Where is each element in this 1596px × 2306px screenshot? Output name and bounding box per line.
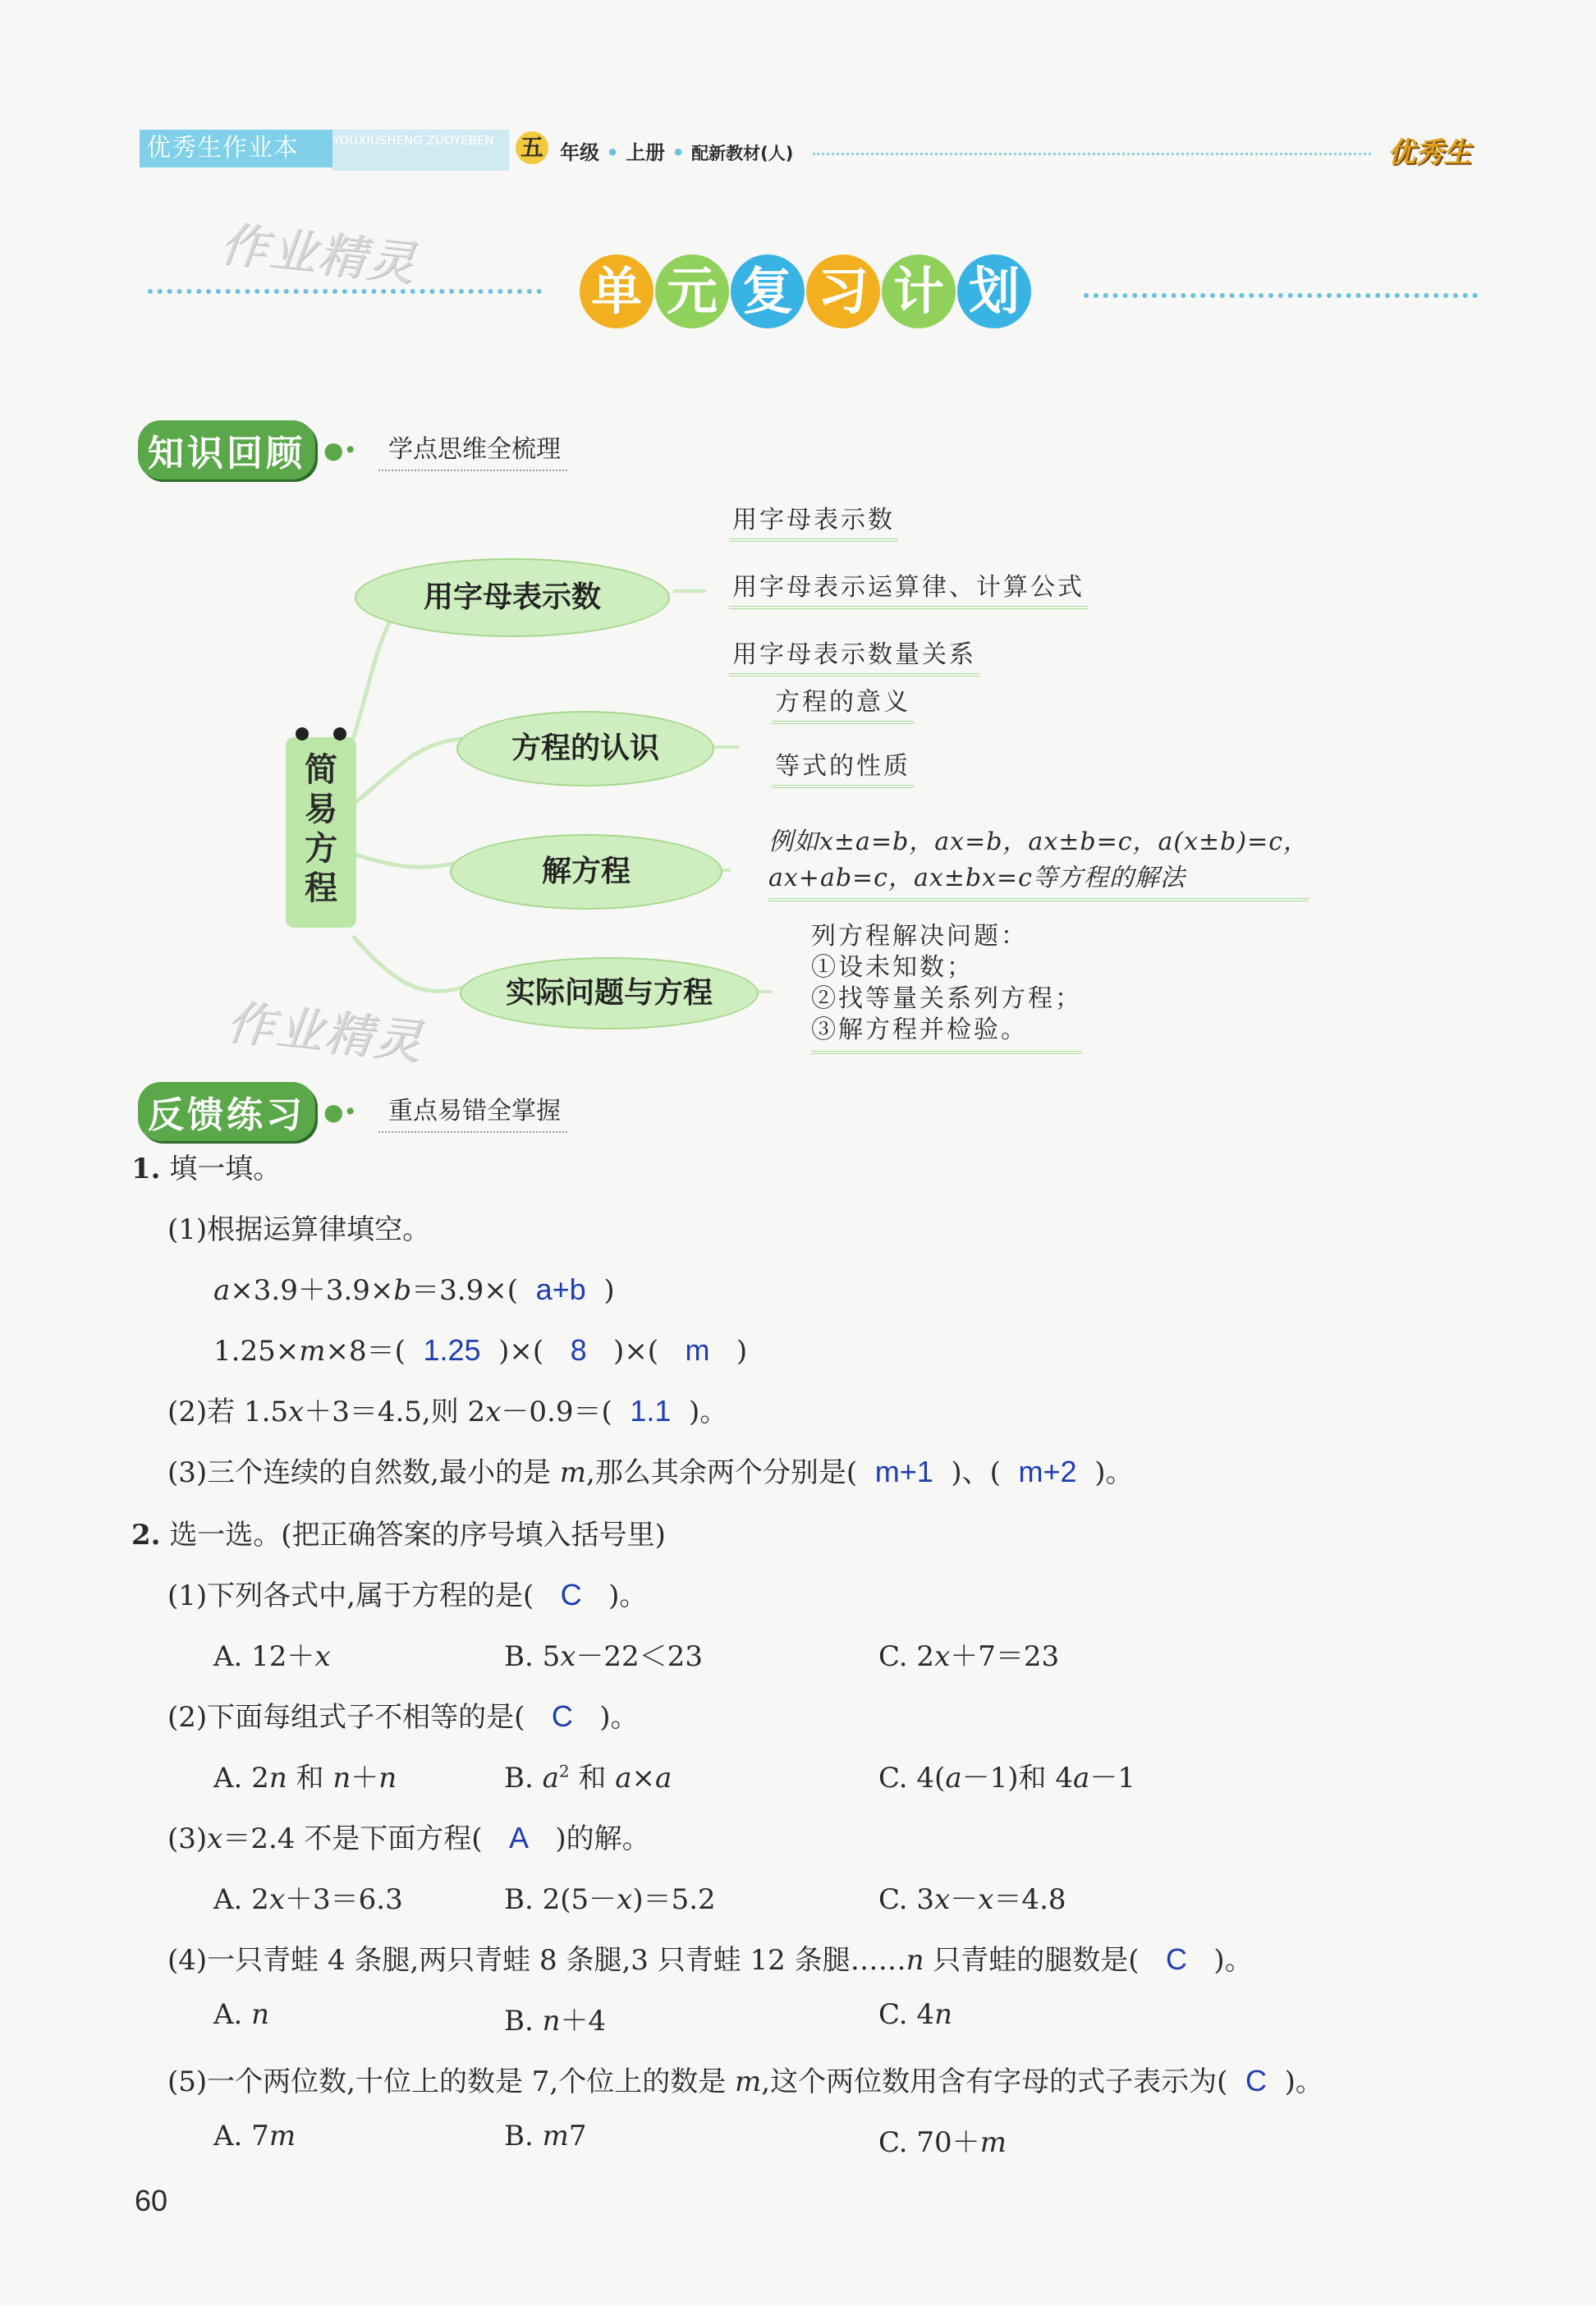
branch-item: ①设未知数； [811, 953, 974, 982]
root-char: 简 [305, 751, 337, 789]
answer: C [551, 1699, 573, 1733]
branch-item: 列方程解决问题： [811, 922, 1028, 951]
q2-item-1: (1)下列各式中,属于方程的是( C )。 [167, 1578, 648, 1612]
answer: C [1245, 2064, 1267, 2097]
q2-option-b: B. 2(5－x)＝5.2 [504, 1883, 716, 1916]
review-section-header [138, 420, 567, 479]
q2-option-a: A. 12＋x [213, 1640, 331, 1673]
question-number: 1. [131, 1153, 161, 1185]
question-text: 选一选。(把正确答案的序号填入括号里) [169, 1519, 666, 1552]
branch-item: 用字母表示数 [729, 499, 898, 542]
title-char: 元 [655, 254, 729, 328]
q1-part1b: 1.25×m×8＝( 1.25 )×( 8 )×( m ) [213, 1333, 748, 1368]
q2-option-b: B. $a^2$ 和 a×a [504, 1761, 672, 1795]
q2-option-c: C. 70＋m [878, 2126, 1007, 2159]
dots-icon: ●• [323, 1098, 357, 1125]
grade-number: 五 [516, 131, 548, 164]
page-number: 60 [135, 2184, 168, 2217]
q2-option-c: C. 4(a－1)和 4a－1 [878, 1762, 1135, 1795]
q2-option-c: C. 4n [878, 1998, 952, 2031]
root-char: 方 [305, 830, 337, 868]
title-divider-right [1084, 293, 1478, 298]
question-2-heading [131, 1512, 666, 1552]
q1-part2: (2)若 1.5x＋3＝4.5,则 2x－0.9＝( 1.1 )。 [167, 1394, 728, 1428]
branch-items [811, 921, 1082, 1054]
q2-option-c: C. 3x－x＝4.8 [878, 1883, 1066, 1916]
root-char: 易 [305, 791, 337, 828]
title-char: 单 [580, 254, 654, 328]
q2-option-a: A. 2x＋3＝6.3 [213, 1883, 403, 1916]
answer: 1.25 [423, 1333, 481, 1367]
term-text: 上册 [626, 141, 666, 164]
practice-subtitle: 重点易错全掌握 [378, 1090, 567, 1133]
q2-option-b: B. n＋4 [504, 2005, 607, 2038]
answer: C [560, 1578, 582, 1611]
q2-item-3: (3)x＝2.4 不是下面方程( A )的解。 [167, 1821, 650, 1855]
branch-item: ②找等量关系列方程； [811, 984, 1082, 1013]
q2-item-4: (4)一只青蛙 4 条腿,两只青蛙 8 条腿,3 只青蛙 12 条腿……n 只青蛙的腿数是( C )。 [167, 1942, 1253, 1977]
branch-real-problems: 实际问题与方程 [460, 957, 759, 1029]
q2-item-2: (2)下面每组式子不相等的是( C )。 [167, 1699, 639, 1734]
branch-item: 例如x±a=b，ax=b，ax±b=c，a(x±b)=c， [768, 828, 1309, 856]
page-title [580, 254, 1031, 328]
practice-section-header [138, 1082, 567, 1141]
mindmap-root [286, 737, 356, 928]
q2-option-b: B. 5x－22＜23 [504, 1640, 703, 1673]
q2-option-b: B. m7 [504, 2120, 587, 2152]
branch-letters-numbers: 用字母表示数 [355, 558, 670, 637]
q1-part1: (1)根据运算律填空。 [167, 1213, 431, 1246]
grade-info: 年级 • 上册 • 配新教材(人) [560, 141, 794, 164]
question-1-heading [131, 1146, 281, 1186]
frog-eye-icon [333, 727, 346, 740]
branch-item: 用字母表示数量关系 [729, 634, 979, 676]
title-char: 复 [731, 254, 805, 328]
brand-label: 优秀生作业本 [140, 130, 339, 167]
branch-items [768, 821, 1309, 901]
branch-item: ③解方程并检验。 [811, 1015, 1028, 1044]
answer: m+1 [874, 1455, 933, 1488]
branch-item: 用字母表示运算律、计算公式 [729, 566, 1088, 609]
q2-option-c: C. 2x＋7＝23 [878, 1640, 1060, 1673]
answer: a+b [535, 1272, 586, 1306]
answer: 8 [570, 1333, 587, 1367]
branch-items [772, 681, 914, 788]
q1-part1a: a×3.9＋3.9×b＝3.9×( a+b ) [213, 1272, 615, 1307]
title-divider-left [148, 289, 542, 294]
frog-eye-icon [296, 727, 309, 740]
edition-text: 配新教材(人) [691, 144, 794, 163]
brand-english: YOUXIUSHENG ZUOYEBEN [332, 130, 509, 171]
branch-item: ax+ab=c，ax±bx=c等方程的解法 [768, 864, 1186, 892]
branch-item: 方程的意义 [772, 681, 914, 724]
dots-icon: ●• [323, 436, 357, 464]
practice-badge: 反馈练习 [138, 1082, 315, 1141]
watermark: 作业精灵 [217, 215, 420, 292]
root-char: 程 [305, 869, 337, 907]
watermark: 作业精灵 [223, 993, 426, 1070]
question-text: 填一填。 [169, 1153, 282, 1185]
branch-items [729, 499, 1088, 676]
q2-option-a: A. 7m [213, 2120, 296, 2152]
question-number: 2. [131, 1519, 161, 1552]
branch-equation-concept: 方程的认识 [456, 711, 714, 786]
answer: m [685, 1333, 710, 1367]
branch-item: 等式的性质 [772, 745, 914, 788]
review-subtitle: 学点思维全梳理 [378, 429, 567, 471]
q1-part3: (3)三个连续的自然数,最小的是 m,那么其余两个分别是( m+1 )、( m+2 )。 [167, 1455, 1134, 1489]
q2-option-a: A. 2n 和 n＋n [213, 1762, 397, 1795]
title-char: 计 [882, 254, 956, 328]
answer: C [1166, 1942, 1187, 1976]
answer: 1.1 [630, 1394, 672, 1428]
title-char: 划 [957, 254, 1031, 328]
answer: m+2 [1018, 1455, 1077, 1488]
title-char: 习 [806, 254, 880, 328]
grade-text: 年级 [560, 141, 599, 164]
q2-item-5: (5)一个两位数,十位上的数是 7,个位上的数是 m,这个两位数用含有字母的式子表示为( C )。 [167, 2064, 1323, 2098]
logo: 优秀生 [1387, 136, 1471, 169]
answer: A [508, 1821, 529, 1854]
header-divider [813, 153, 1371, 155]
branch-solving: 解方程 [450, 834, 722, 910]
review-badge: 知识回顾 [138, 420, 315, 479]
q2-option-a: A. n [213, 1998, 270, 2031]
